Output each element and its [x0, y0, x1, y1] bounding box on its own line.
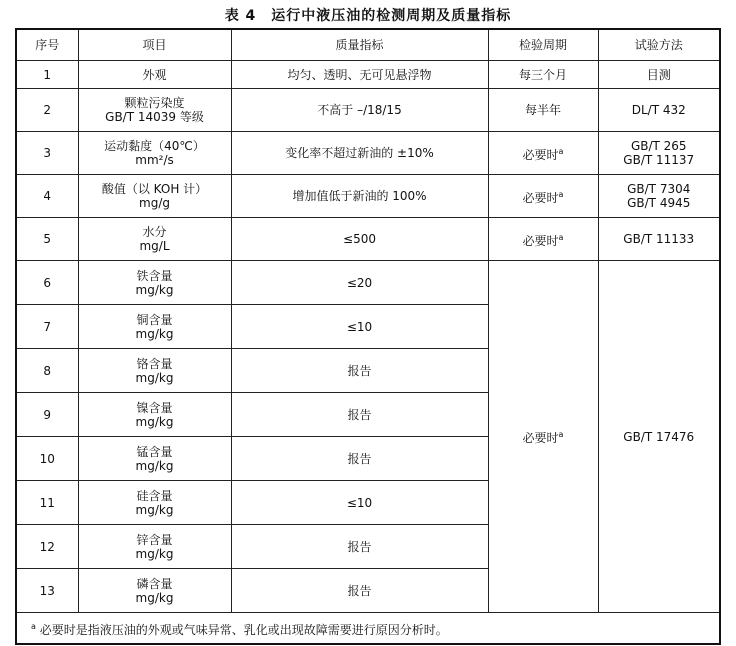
row-number: 2 [16, 89, 78, 132]
row-number: 4 [16, 175, 78, 218]
period-text: 必要时 [522, 147, 559, 162]
item-name: 硅含量 [136, 488, 173, 503]
method-cell [598, 218, 720, 261]
spec-cell: 报告 [231, 437, 488, 481]
spec-cell: ≤10 [231, 305, 488, 349]
footnote-ref: a [558, 232, 564, 242]
method-text: GB/T 4945 [627, 196, 691, 210]
header-cell: 项目 [78, 29, 231, 61]
period-cell [488, 132, 598, 175]
merged-period-cell [488, 261, 598, 613]
period-text: 必要时 [522, 233, 559, 248]
row-number: 6 [16, 261, 78, 305]
period-text: 每三个月 [518, 67, 567, 82]
item-name: 磷含量 [136, 576, 173, 591]
item-unit: mg/kg [135, 458, 174, 473]
item-name: 镍含量 [136, 400, 173, 415]
spec-cell: ≤10 [231, 481, 488, 525]
item-name: 铬含量 [136, 356, 173, 371]
quality-table [15, 28, 721, 645]
item-cell [78, 525, 231, 569]
table-row [16, 175, 720, 218]
period-text: 必要时 [522, 431, 559, 445]
row-number: 5 [16, 218, 78, 261]
table-row [16, 61, 720, 89]
item-unit: mg/g [139, 196, 170, 210]
header-cell: 检验周期 [488, 29, 598, 61]
header-cell: 试验方法 [598, 29, 720, 61]
item-unit: mg/kg [135, 282, 174, 297]
spec-cell: 报告 [231, 569, 488, 613]
header-cell: 质量指标 [231, 29, 488, 61]
item-cell [78, 89, 231, 132]
item-unit: mg/kg [135, 326, 174, 341]
table-row [16, 218, 720, 261]
spec-cell: 报告 [231, 349, 488, 393]
method-cell [598, 132, 720, 175]
item-cell [78, 349, 231, 393]
row-number: 12 [16, 525, 78, 569]
item-unit: mg/L [139, 239, 170, 253]
item-cell [78, 481, 231, 525]
item-cell [78, 218, 231, 261]
item-unit: GB/T 14039 等级 [105, 110, 204, 124]
item-cell [78, 175, 231, 218]
item-name: 外观 [142, 67, 167, 82]
period-text: 每半年 [524, 103, 561, 117]
header-cell: 序号 [16, 29, 78, 61]
item-cell [78, 132, 231, 175]
spec-cell: 报告 [231, 393, 488, 437]
method-cell [598, 89, 720, 132]
table-row [16, 261, 720, 305]
item-unit: mm²/s [135, 153, 174, 167]
spec-cell: 均匀、透明、无可见悬浮物 [231, 61, 488, 89]
merged-method-cell: GB/T 17476 [598, 261, 720, 613]
item-cell [78, 305, 231, 349]
footnote-ref: a [558, 430, 564, 439]
row-number: 1 [16, 61, 78, 89]
period-text: 必要时 [522, 190, 559, 205]
footnote-mark: a [31, 621, 36, 631]
spec-cell: 不高于 –/18/15 [231, 89, 488, 132]
item-name: 水分 [142, 225, 167, 239]
table-footnote [16, 613, 720, 645]
method-text: GB/T 11137 [623, 153, 695, 167]
spec-cell: 变化率不超过新油的 ±10% [231, 132, 488, 175]
table-header-row [16, 29, 720, 61]
row-number: 9 [16, 393, 78, 437]
footnote-ref: a [558, 146, 564, 156]
method-cell [598, 61, 720, 89]
row-number: 13 [16, 569, 78, 613]
spec-cell: ≤500 [231, 218, 488, 261]
item-name: 铜含量 [136, 312, 173, 327]
period-cell [488, 89, 598, 132]
item-name: 运动黏度（40℃） [104, 139, 205, 153]
spec-cell: 报告 [231, 525, 488, 569]
table-row [16, 89, 720, 132]
method-cell [598, 175, 720, 218]
method-text: GB/T 265 [630, 139, 687, 153]
table-row [16, 132, 720, 175]
row-number: 7 [16, 305, 78, 349]
item-cell [78, 569, 231, 613]
period-cell [488, 175, 598, 218]
row-number: 11 [16, 481, 78, 525]
item-unit: mg/kg [135, 546, 174, 561]
item-name: 颗粒污染度 [124, 96, 185, 110]
item-unit: mg/kg [135, 370, 174, 385]
item-unit: mg/kg [135, 414, 174, 429]
row-number: 10 [16, 437, 78, 481]
spec-cell: ≤20 [231, 261, 488, 305]
item-name: 锌含量 [136, 532, 173, 547]
item-unit: mg/kg [135, 590, 174, 605]
method-text: DL/T 432 [631, 103, 686, 117]
method-text: GB/T 7304 [627, 182, 691, 196]
row-number: 3 [16, 132, 78, 175]
item-unit: mg/kg [135, 502, 174, 517]
item-name: 铁含量 [136, 268, 173, 283]
period-cell [488, 61, 598, 89]
footnote-ref: a [558, 189, 564, 199]
table-title: 表 4 运行中液压油的检测周期及质量指标 [224, 8, 512, 24]
item-cell [78, 261, 231, 305]
footnote-text: 必要时是指液压油的外观或气味异常、乳化或出现故障需要进行原因分析时。 [39, 622, 448, 637]
row-number: 8 [16, 349, 78, 393]
method-text: GB/T 11133 [623, 232, 695, 246]
item-name: 锰含量 [136, 444, 173, 459]
item-cell [78, 393, 231, 437]
period-cell [488, 218, 598, 261]
spec-cell: 增加值低于新油的 100% [231, 175, 488, 218]
item-cell [78, 437, 231, 481]
item-cell [78, 61, 231, 89]
method-text: 目测 [646, 67, 671, 82]
item-name: 酸值（以 KOH 计） [101, 182, 208, 196]
